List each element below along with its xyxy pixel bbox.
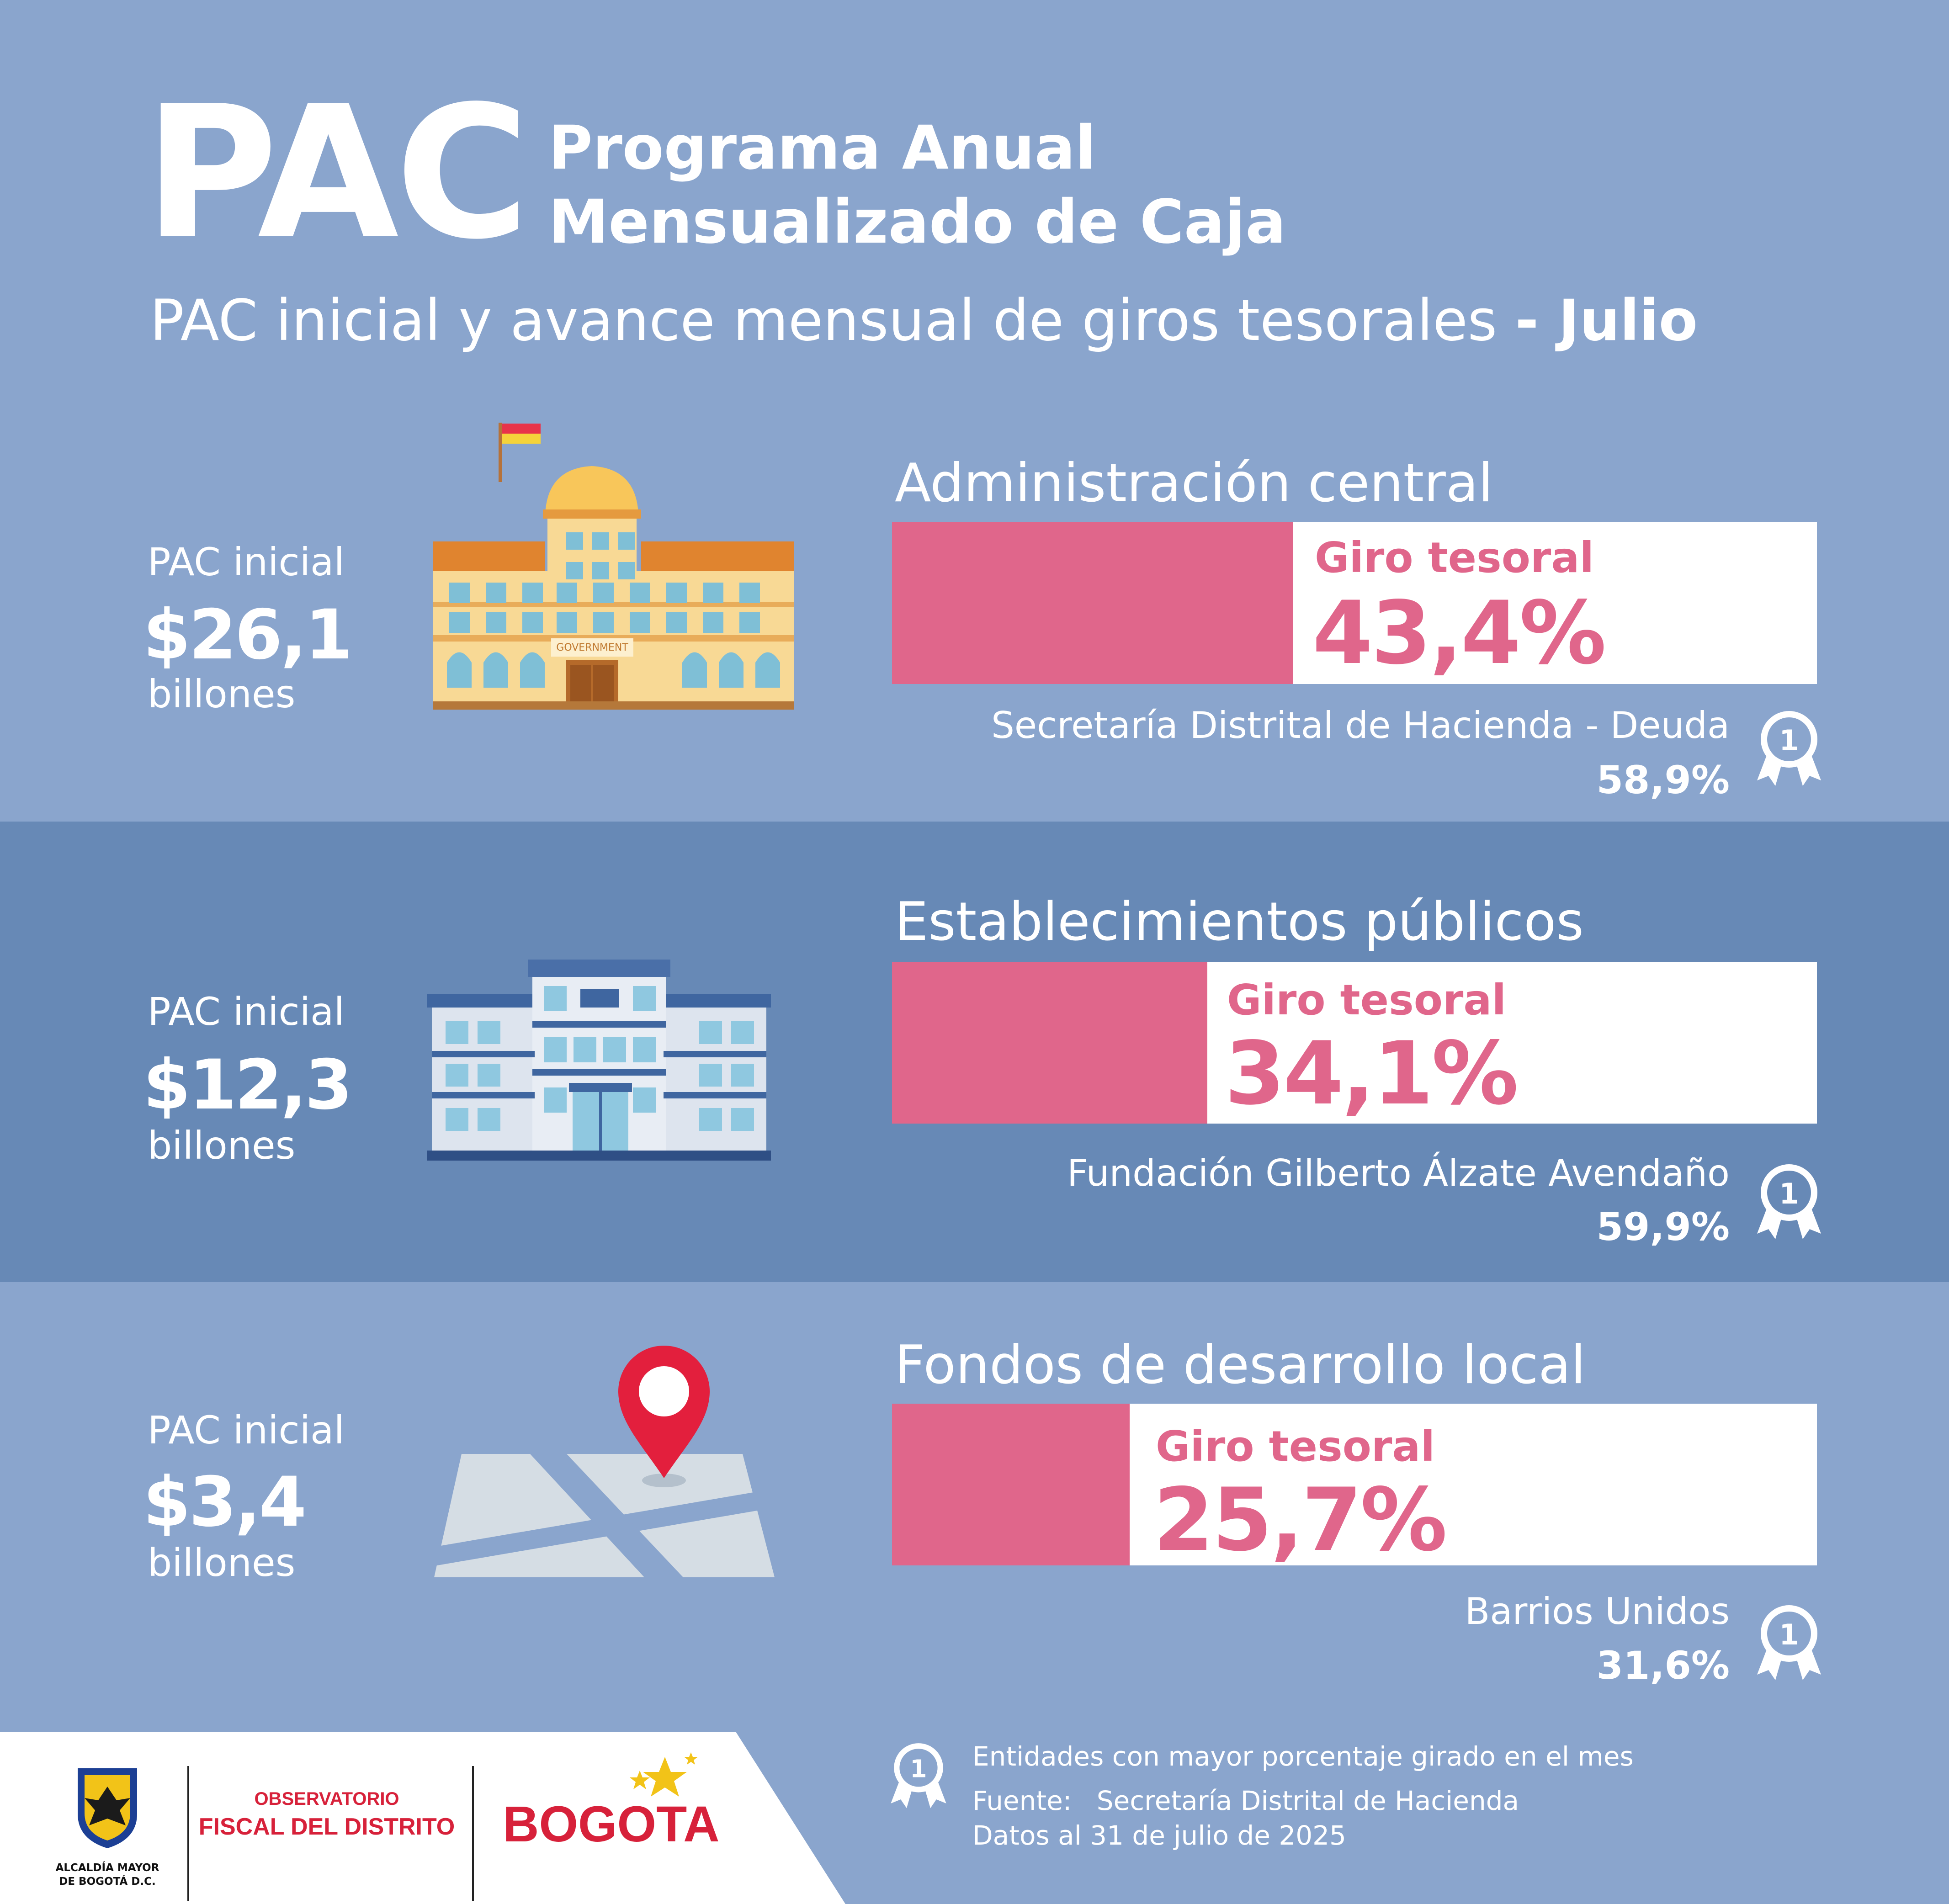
title-line-1: Programa Anual [548,113,1096,183]
observatorio-logo-line1: OBSERVATORIO [254,1789,399,1809]
pac-initial-label: PAC inicial [148,989,345,1034]
building-sign-text: GOVERNMENT [556,642,628,653]
office-building-icon [427,960,788,1161]
alcaldia-logo-line2: DE BOGOTÁ D.C. [59,1876,156,1888]
giro-value: 34,1% [1225,1023,1517,1124]
legend-medal-number: 1 [910,1754,927,1783]
category-title: Fondos de desarrollo local [895,1334,1586,1396]
category-title: Administración central [895,452,1493,514]
subtitle-main: PAC inicial y avance mensual de giros tesorales [150,288,1498,354]
giro-bar-fill [892,962,1207,1124]
source-value: Secretaría Distrital de Hacienda [1096,1785,1519,1816]
pac-initial-amount: $12,3 [143,1045,351,1125]
pac-initial-label: PAC inicial [148,540,345,584]
government-building-icon [433,418,799,715]
page-subtitle [150,288,1698,354]
pac-initial-unit: billones [148,1540,296,1585]
pac-acronym: PAC [144,67,526,280]
category-title: Establecimientos públicos [895,891,1584,953]
pac-initial-label: PAC inicial [148,1408,345,1453]
giro-bar [892,522,1817,684]
pac-initial-unit: billones [148,672,296,716]
top-entity-name: Secretaría Distrital de Hacienda - Deuda [991,704,1730,747]
footer-logo-panel [0,1732,845,1904]
medal-icon [1755,1602,1823,1688]
pac-initial-amount: $26,1 [143,595,351,675]
bogota-logo-text: BOGOTA [503,1796,720,1852]
giro-label: Giro tesoral [1227,976,1506,1024]
map-pin-icon [427,1343,781,1590]
medal-icon [1755,707,1823,794]
medal-number: 1 [1779,1618,1799,1651]
medal-number: 1 [1779,724,1799,757]
legend-medal-icon [889,1740,948,1815]
giro-value: 43,4% [1312,583,1605,684]
date-note: Datos al 31 de julio de 2025 [972,1820,1346,1851]
top-entity-pct: 58,9% [1596,758,1730,802]
giro-bar [892,962,1817,1124]
giro-value: 25,7% [1153,1469,1446,1565]
medal-number: 1 [1779,1177,1799,1210]
top-entity-pct: 31,6% [1596,1643,1730,1688]
giro-bar-fill [892,522,1293,684]
giro-label: Giro tesoral [1315,533,1594,582]
alcaldia-logo-line1: ALCALDÍA MAYOR [55,1862,159,1874]
source-label: Fuente: [972,1785,1072,1816]
subtitle-month: - Julio [1515,288,1698,354]
observatorio-logo-line2: FISCAL DEL DISTRITO [198,1814,455,1840]
top-entity-name: Fundación Gilberto Álzate Avendaño [1067,1152,1730,1194]
giro-label: Giro tesoral [1156,1422,1435,1471]
source-line [972,1787,1519,1814]
legend-text: Entidades con mayor porcentaje girado en el mes [972,1741,1634,1772]
title-line-2: Mensualizado de Caja [548,187,1286,257]
giro-bar-fill [892,1404,1130,1565]
top-entity-name: Barrios Unidos [1465,1590,1730,1633]
pac-initial-amount: $3,4 [143,1463,305,1542]
medal-icon [1755,1161,1823,1247]
top-entity-pct: 59,9% [1596,1204,1730,1249]
giro-bar [892,1404,1817,1565]
pac-initial-unit: billones [148,1123,296,1168]
